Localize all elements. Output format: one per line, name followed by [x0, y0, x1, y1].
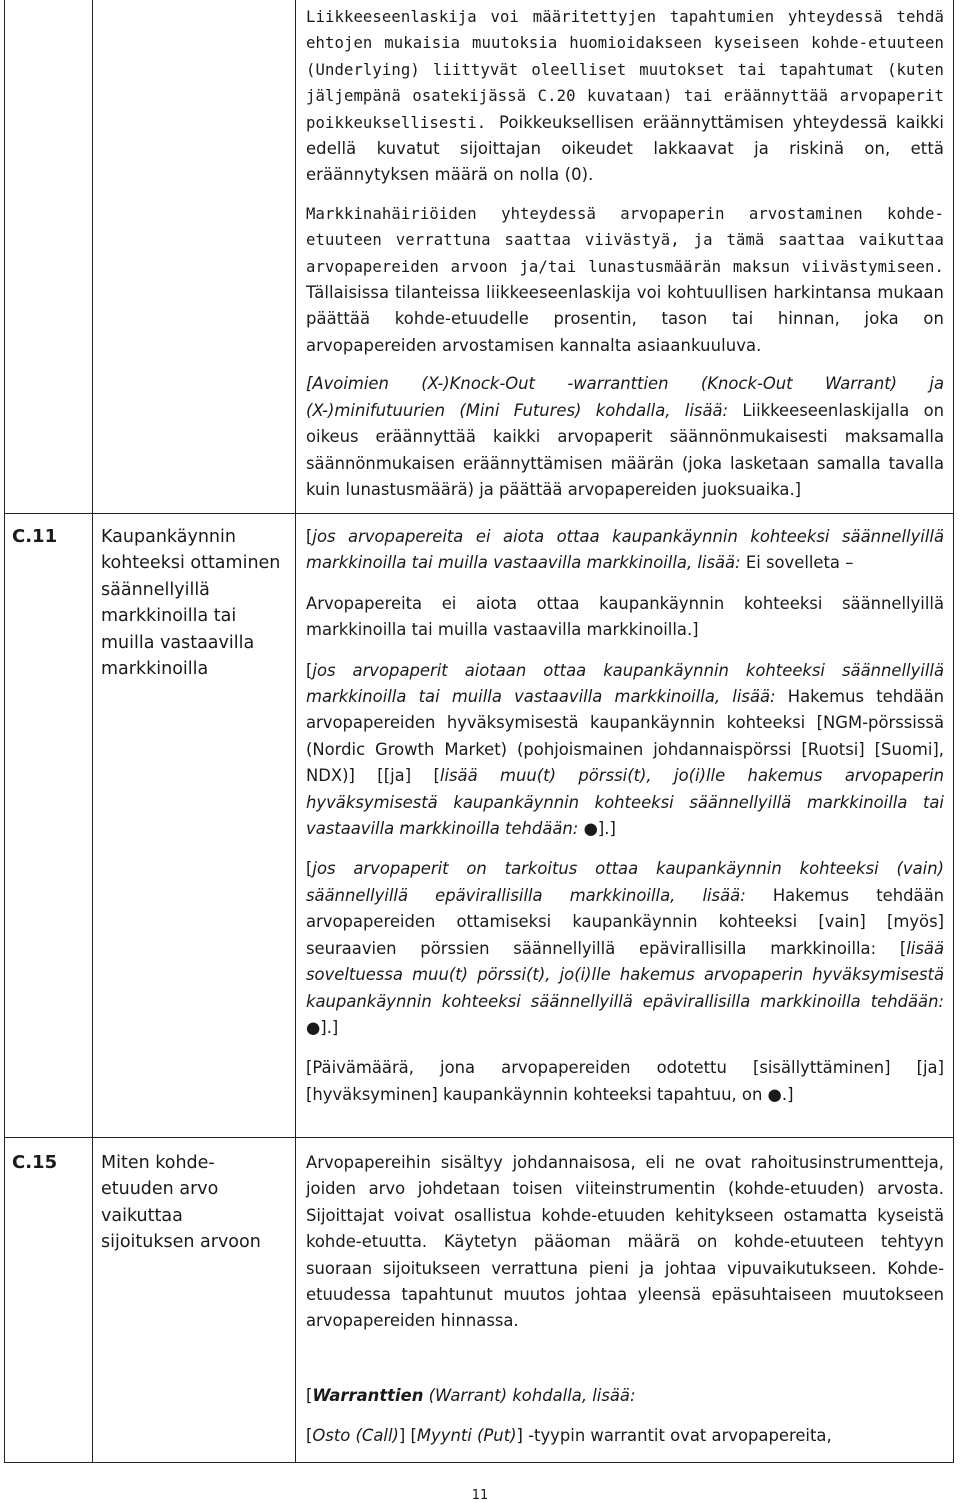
paragraph: [jos arvopapereita ei aiota ottaa kaupankäynnin kohteeksi säännellyillä markkinoilla tai muilla vastaavilla markkinoilla, lisää: Ei sovelleta – — [306, 527, 944, 573]
paragraph-text: Liikkeeseenlaskija voi määritettyjen tapahtumien yhteydessä tehdä ehtojen mukaisia muutoksia huomioidakseen kyseiseen kohde-etuuteen (Underlying) liittyvät oleelliset muutokset tai tapahtumat (kuten jäljempänä osatekijässä C.20 kuvataan) tai eräännyttää arvopaperit poikkeuksellisesti. — [306, 8, 944, 132]
paragraph: [jos arvopaperit aiotaan ottaa kaupankäynnin kohteeksi säännellyillä markkinoilla tai muilla vastaavilla markkinoilla, lisää: Hakemus tehdään arvopapereiden hyväksymisestä kaupankäynnin kohteeksi [NGM-pörssissä (Nordic Growth Market) (pohjoismainen johdannaispörssi [Ruotsi] [Suomi], NDX)] [[ja] [lisää muu(t) pörssi(t), jo(i)lle hakemus arvopaperin hyväksymisestä kaupankäynnin kohteeksi säännellyillä markkinoilla tai vastaavilla markkinoilla tehdään: ●].] — [306, 660, 944, 839]
paragraph-text: Poikkeuksellisen eräännyttämisen yhteydessä kaikki edellä kuvatut sijoittajan oikeudet lakkaavat ja riskinä on, että eräännytyksen määrä on nolla (0). — [306, 112, 944, 185]
paragraph: [Päivämäärä, jona arvopapereiden odotettu [sisällyttäminen] [ja] [hyväksyminen] kaupankäynnin kohteeksi tapahtuu, on ●.] — [306, 1058, 944, 1104]
instruction-italic: lisää soveltuessa muu(t) pörssi(t), jo(i)lle hakemus arvopaperin hyväksymisestä kaupankäynnin kohteeksi säännellyillä epävirallisilla markkinoilla tehdään: — [306, 938, 944, 1011]
paragraph: [jos arvopaperit on tarkoitus ottaa kaupankäynnin kohteeksi (vain) säännellyillä epävirallisilla markkinoilla, lisää: Hakemus tehdään arvopapereiden ottamiseksi kaupankäynnin kohteeksi [vain] [myös] seuraavien pörssien säännellyillä epävirallisilla markkinoilla: [lisää soveltuessa muu(t) pörssi(t), jo(i)lle hakemus arvopaperin hyväksymisestä kaupankäynnin kohteeksi säännellyillä epävirallisilla markkinoilla tehdään: ●].] — [306, 859, 944, 1037]
instruction-bold-italic: Warranttien — [312, 1385, 424, 1405]
element-content-c11 — [306, 524, 944, 1108]
paragraph — [306, 4, 944, 189]
element-title-c15: Miten kohde-etuuden arvo vaikuttaa sijoituksen arvoon — [101, 1153, 261, 1253]
instruction-italic: (Warrant) kohdalla, lisää: — [428, 1385, 636, 1405]
paragraph: [Osto (Call)] [Myynti (Put)] -tyypin warrantit ovat arvopapereita, — [306, 1426, 832, 1446]
paragraph-text: -tyypin warrantit ovat arvopapereita, — [528, 1426, 832, 1446]
instruction-italic: [Avoimien (X-)Knock-Out -warranttien (Knock-Out Warrant) ja (X-)minifutuurien (Mini Futures) kohdalla, lisää: — [306, 374, 944, 420]
element-number-c15: C.15 — [12, 1152, 58, 1173]
element-content-c15 — [306, 1150, 944, 1450]
column-divider-1 — [92, 0, 93, 1462]
paragraph-text: Ei sovelleta – — [745, 553, 854, 573]
paragraph — [306, 371, 944, 503]
paragraph-text: ●].] — [583, 819, 616, 839]
page-number: 11 — [471, 1488, 489, 1503]
instruction-italic: jos arvopaperit on tarkoitus ottaa kaupankäynnin kohteeksi (vain) säännellyillä epävirallisilla markkinoilla, lisää: — [306, 859, 944, 905]
paragraph-text: Tällaisissa tilanteissa liikkeeseenlaskija voi kohtuullisen harkintansa mukaan päättää kohde-etuudelle prosentin, tason tai hinnan, joka on arvopapereiden arvostamisen kannalta asiaankuuluva. — [306, 283, 944, 355]
paragraph-text: Hakemus tehdään arvopapereiden ottamiseksi kaupankäynnin kohteeksi [vain] [myös] seuraavien pörssien säännellyillä epävirallisilla markkinoilla: [ — [306, 885, 944, 958]
instruction-italic: lisää muu(t) pörssi(t), jo(i)lle hakemus arvopaperin hyväksymisestä kaupankäynnin kohteeksi säännellyillä markkinoilla tai vastaavilla markkinoilla tehdään: — [306, 766, 944, 839]
option-italic: Myynti (Put) — [416, 1426, 517, 1446]
paragraph: [Warranttien (Warrant) kohdalla, lisää: — [306, 1385, 636, 1405]
instruction-italic: jos arvopaperit aiotaan ottaa kaupankäynnin kohteeksi säännellyillä markkinoilla tai muilla vastaavilla markkinoilla, lisää: — [306, 660, 944, 707]
paragraph-text: Liikkeeseenlaskijalla on oikeus eräännyttää kaikki arvopaperit säännönmukaisesti maksamalla säännönmukaisen eräännyttämisen määrän (joka lasketaan samalla tavalla kuin lunastusmäärä) ja päättää arvopapereiden juoksuaika.] — [306, 400, 945, 499]
instruction-italic: jos arvopapereita ei aiota ottaa kaupankäynnin kohteeksi säännellyillä markkinoilla tai muilla vastaavilla markkinoilla, lisää: — [306, 527, 944, 573]
row-divider-c11 — [5, 513, 953, 514]
paragraph-text: Markkinahäiriöiden yhteydessä arvopaperin arvostaminen kohde-etuuteen verrattuna saattaa viivästyä, ja tämä saattaa vaikuttaa arvopapereiden arvoon ja/tai lunastusmäärän maksun viivästymiseen. — [306, 204, 944, 276]
option-italic: Osto (Call) — [312, 1426, 399, 1446]
paragraph: Arvopapereihin sisältyy johdannaisosa, eli ne ovat rahoitusinstrumentteja, joiden arvo johdetaan toisen viiteinstrumentin (kohde-etuuden) arvosta. Sijoittajat voivat osallistua kohde-etuuden kehitykseen ostamatta kyseistä kohde-etuutta. Käytetyn pääoman määrä on kohde-etuuteen tehtyyn suoraan sijoitukseen verrattuna pieni ja johtaa vipuvaikutukseen. Kohde-etuudessa tapahtunut muutos johtaa yleensä epäsuhtaiseen muutokseen arvopapereiden hinnassa. — [306, 1153, 944, 1331]
element-title-c11: Kaupankäynnin kohteeksi ottaminen säännellyillä markkinoilla tai muilla vastaavilla markkinoilla — [101, 527, 281, 680]
paragraph-text: Hakemus tehdään arvopapereiden hyväksymisestä kaupankäynnin kohteeksi [NGM-pörssissä (Nordic Growth Market) (pohjoismainen johdannaispörssi [Ruotsi] [Suomi], NDX)] [[ja] [ — [306, 687, 944, 786]
row-divider-c15 — [5, 1137, 953, 1138]
previous-element-content — [306, 4, 944, 503]
column-divider-2 — [295, 0, 296, 1462]
paragraph — [306, 201, 944, 359]
element-number-c11: C.11 — [12, 526, 58, 547]
paragraph-text: ●].] — [306, 1017, 339, 1037]
paragraph: Arvopapereita ei aiota ottaa kaupankäynnin kohteeksi säännellyillä markkinoilla tai muilla vastaavilla markkinoilla.] — [306, 593, 944, 640]
